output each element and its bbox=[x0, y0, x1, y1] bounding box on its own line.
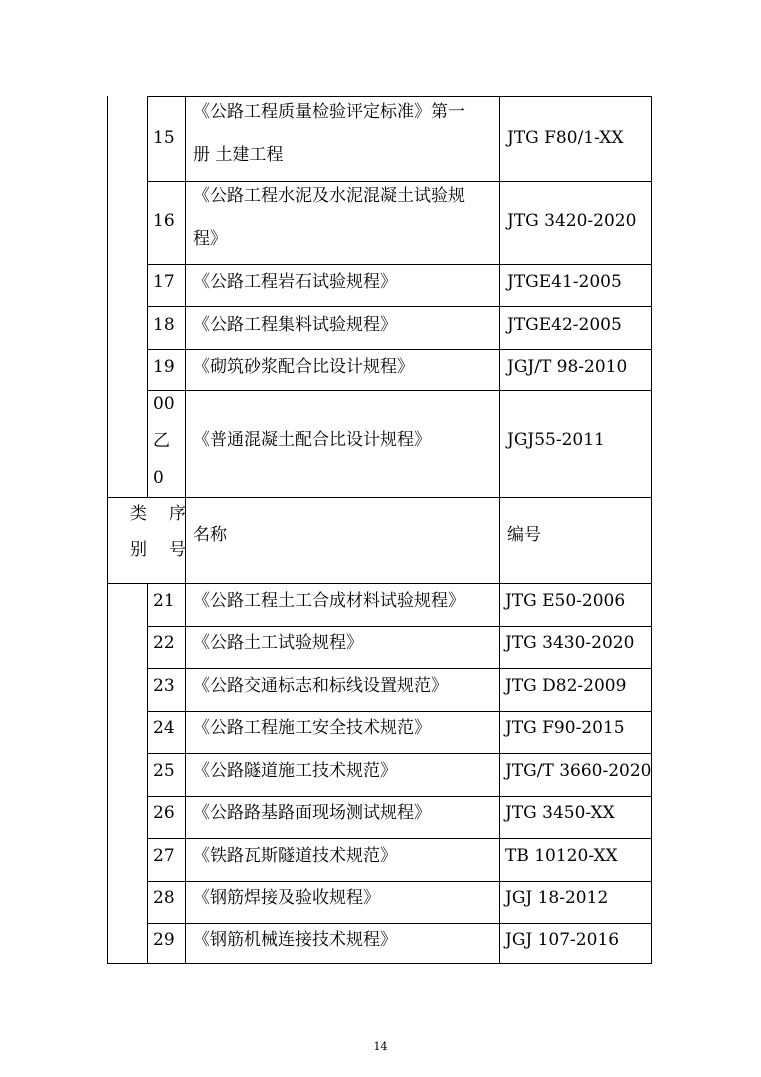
row-index: 18 bbox=[153, 315, 175, 335]
row-code: JGJ/T 98-2010 bbox=[507, 357, 628, 377]
grid-line bbox=[147, 181, 652, 182]
row-name: 《公路土工试验规程》 bbox=[193, 633, 363, 653]
page-number: 14 bbox=[373, 1040, 388, 1053]
grid-line bbox=[147, 881, 652, 882]
row-index: 24 bbox=[153, 718, 175, 738]
row-name: 《公路工程质量检验评定标准》第一 bbox=[193, 102, 465, 122]
row-index: 28 bbox=[153, 888, 175, 908]
row-name: 《普通混凝土配合比设计规程》 bbox=[193, 430, 431, 450]
row-index: 00 bbox=[153, 394, 175, 414]
row-code: JTG F80/1-XX bbox=[507, 128, 624, 148]
row-code: JGJ55-2011 bbox=[507, 430, 605, 450]
grid-line bbox=[147, 306, 652, 307]
row-name: 《钢筋焊接及验收规程》 bbox=[193, 888, 380, 908]
row-name: 《公路交通标志和标线设置规范》 bbox=[193, 676, 448, 696]
row-name: 《砌筑砂浆配合比设计规程》 bbox=[193, 357, 414, 377]
grid-line bbox=[499, 96, 500, 964]
grid-line bbox=[147, 96, 148, 497]
row-name: 《公路工程水泥及水泥混凝土试验规 bbox=[193, 186, 465, 206]
grid-line bbox=[147, 626, 652, 627]
header-code: 编号 bbox=[507, 525, 541, 545]
row-code: JTGE41-2005 bbox=[507, 272, 622, 292]
row-name: 《公路工程施工安全技术规范》 bbox=[193, 718, 431, 738]
row-code: JTG F90-2015 bbox=[505, 718, 625, 738]
grid-line bbox=[147, 349, 652, 350]
grid-line bbox=[147, 711, 652, 712]
grid-line bbox=[147, 668, 652, 669]
row-code: JTG/T 3660-2020 bbox=[505, 761, 652, 781]
row-code: JTG 3450-XX bbox=[505, 803, 615, 823]
row-index: 22 bbox=[153, 633, 175, 653]
row-code: JTG E50-2006 bbox=[505, 591, 626, 611]
header-index: 号 bbox=[169, 540, 186, 560]
grid-line bbox=[147, 838, 652, 839]
grid-line bbox=[147, 264, 652, 265]
row-name: 《公路隧道施工技术规范》 bbox=[193, 761, 397, 781]
row-index: 21 bbox=[153, 591, 175, 611]
grid-line bbox=[147, 583, 148, 964]
grid-line bbox=[147, 96, 652, 97]
row-name: 《公路工程土工合成材料试验规程》 bbox=[193, 591, 465, 611]
grid-line bbox=[147, 796, 652, 797]
row-name: 《公路路基路面现场测试规程》 bbox=[193, 803, 431, 823]
row-code: TB 10120-XX bbox=[505, 846, 618, 866]
grid-line bbox=[185, 96, 186, 964]
row-name: 程》 bbox=[193, 229, 227, 249]
header-category: 别 bbox=[130, 540, 147, 560]
grid-line bbox=[107, 96, 108, 964]
grid-line bbox=[107, 583, 652, 584]
row-index: 17 bbox=[153, 272, 175, 292]
grid-line bbox=[147, 753, 652, 754]
row-name: 册 土建工程 bbox=[193, 145, 284, 165]
row-index: 25 bbox=[153, 761, 175, 781]
row-name: 《公路工程集料试验规程》 bbox=[193, 315, 397, 335]
row-code: JGJ 107-2016 bbox=[505, 930, 620, 950]
row-code: JGJ 18-2012 bbox=[505, 888, 609, 908]
row-code: JTG D82-2009 bbox=[505, 676, 627, 696]
row-code: JTG 3420-2020 bbox=[507, 211, 637, 231]
row-index: 15 bbox=[153, 128, 175, 148]
grid-line bbox=[107, 497, 652, 498]
header-name: 名称 bbox=[193, 525, 227, 545]
header-index: 序 bbox=[169, 504, 186, 524]
row-name: 《铁路瓦斯隧道技术规范》 bbox=[193, 846, 397, 866]
grid-line bbox=[147, 390, 652, 391]
row-index: 16 bbox=[153, 211, 175, 231]
header-category: 类 bbox=[130, 504, 147, 524]
grid-line bbox=[651, 96, 652, 964]
grid-line bbox=[147, 923, 652, 924]
row-index: 19 bbox=[153, 357, 175, 377]
row-index: 0 bbox=[153, 468, 164, 488]
row-index: 26 bbox=[153, 803, 175, 823]
row-code: JTG 3430-2020 bbox=[505, 633, 635, 653]
row-index: 乙 bbox=[153, 431, 170, 451]
row-index: 27 bbox=[153, 846, 175, 866]
row-name: 《钢筋机械连接技术规程》 bbox=[193, 930, 397, 950]
row-name: 《公路工程岩石试验规程》 bbox=[193, 272, 397, 292]
row-index: 23 bbox=[153, 676, 175, 696]
grid-line bbox=[107, 963, 652, 964]
row-code: JTGE42-2005 bbox=[507, 315, 622, 335]
row-index: 29 bbox=[153, 930, 175, 950]
